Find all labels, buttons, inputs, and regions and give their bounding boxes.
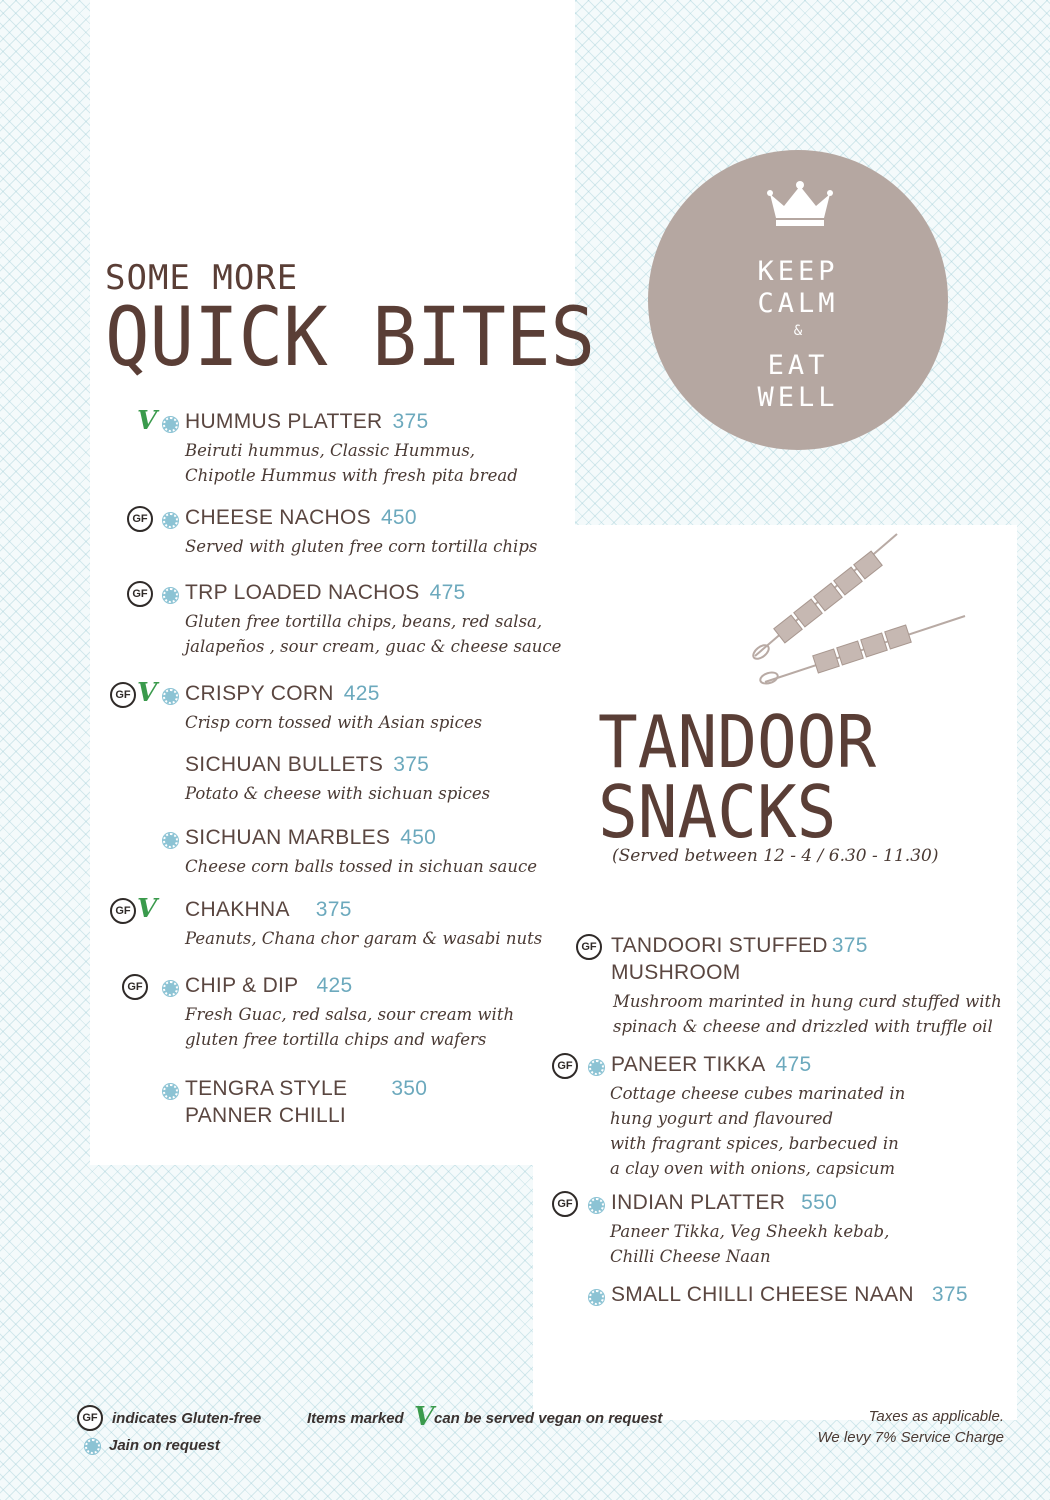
menu-item-name: CRISPY CORN <box>185 682 334 705</box>
menu-item-price: 450 <box>380 506 417 529</box>
menu-item-price: 475 <box>429 581 466 604</box>
gluten-free-icon: GF <box>122 974 148 1000</box>
menu-item-name: CHEESE NACHOS <box>185 506 371 529</box>
menu-item-description: Chipotle Hummus with fresh pita bread <box>185 466 518 485</box>
menu-item-name-line <box>185 682 380 706</box>
menu-item-description: Cheese corn balls tossed in sichuan sauce <box>185 857 537 876</box>
menu-item-description: Chilli Cheese Naan <box>610 1247 771 1266</box>
tandoor-heading-line-1: TANDOOR <box>598 700 877 785</box>
menu-item-name: HUMMUS PLATTER <box>185 410 383 433</box>
jain-icon <box>163 513 178 528</box>
menu-item-name: INDIAN PLATTER <box>611 1191 786 1214</box>
menu-item-description: Paneer Tikka, Veg Sheekh kebab, <box>610 1222 890 1241</box>
menu-item-description: Cottage cheese cubes marinated in <box>610 1084 906 1103</box>
menu-item-name-line <box>611 934 868 958</box>
vegan-icon: V <box>137 678 158 708</box>
jain-icon <box>589 1060 604 1075</box>
menu-item-description: Beiruti hummus, Classic Hummus, <box>185 441 476 460</box>
menu-item-name: SMALL CHILLI CHEESE NAAN <box>611 1283 914 1306</box>
quick-bites-heading: QUICK BITES <box>105 290 596 385</box>
menu-item-description: gluten free tortilla chips and wafers <box>185 1030 487 1049</box>
tandoor-serving-hours: (Served between 12 - 4 / 6.30 - 11.30) <box>612 846 939 866</box>
gluten-free-icon: GF <box>110 898 136 924</box>
menu-item-price: 550 <box>801 1191 838 1214</box>
badge-line-4: EAT <box>767 350 829 381</box>
menu-item-description: with fragrant spices, barbecued in <box>610 1134 899 1153</box>
menu-item-price: 350 <box>391 1077 428 1100</box>
gluten-free-icon: GF <box>110 682 136 708</box>
menu-item-description: Potato & cheese with sichuan spices <box>185 784 491 803</box>
menu-item-description: Crisp corn tossed with Asian spices <box>185 713 483 732</box>
taxes-note: Taxes as applicable. <box>868 1408 1004 1425</box>
quick-bites-subheading: SOME MORE <box>105 258 299 298</box>
jain-icon <box>163 833 178 848</box>
menu-item-name: SICHUAN BULLETS <box>185 753 384 776</box>
badge-line-3: & <box>793 323 803 339</box>
vegan-icon: V <box>414 1402 435 1432</box>
legend-vegan-suffix: can be served vegan on request <box>434 1410 663 1427</box>
menu-item-name-cont: PANNER CHILLI <box>185 1104 347 1127</box>
jain-icon <box>589 1198 604 1213</box>
menu-item-description: Fresh Guac, red salsa, sour cream with <box>185 1005 515 1024</box>
menu-item-price: 475 <box>775 1053 812 1076</box>
menu-item-name-line <box>185 974 352 998</box>
badge-line-1: KEEP <box>757 256 839 287</box>
menu-item-name-line <box>185 581 466 605</box>
menu-item-description: Peanuts, Chana chor garam & wasabi nuts <box>185 929 543 948</box>
menu-item-name-line <box>185 898 352 922</box>
menu-item-price: 425 <box>343 682 380 705</box>
menu-item-price: 425 <box>316 974 353 997</box>
legend-gluten-free: indicates Gluten-free <box>112 1410 262 1427</box>
menu-item-name: PANEER TIKKA <box>611 1053 766 1076</box>
menu-item-name: TENGRA STYLE <box>185 1077 348 1100</box>
jain-icon <box>163 689 178 704</box>
jain-icon <box>589 1290 604 1305</box>
gluten-free-icon: GF <box>552 1191 578 1217</box>
gluten-free-icon: GF <box>77 1405 103 1431</box>
legend-jain: Jain on request <box>109 1437 220 1454</box>
jain-icon <box>163 588 178 603</box>
menu-item-name-line <box>611 1191 837 1215</box>
gluten-free-icon: GF <box>127 581 153 607</box>
menu-item-name: TRP LOADED NACHOS <box>185 581 420 604</box>
menu-item-name: SICHUAN MARBLES <box>185 826 391 849</box>
menu-item-description: Gluten free tortilla chips, beans, red salsa, <box>185 612 543 631</box>
menu-item-name-line <box>611 1053 812 1077</box>
crown-icon <box>766 180 834 228</box>
menu-item-name-cont: MUSHROOM <box>611 961 741 984</box>
jain-icon <box>163 981 178 996</box>
menu-item-description: hung yogurt and flavoured <box>610 1109 834 1128</box>
vegan-icon: V <box>137 894 158 924</box>
menu-item-price: 375 <box>392 410 429 433</box>
menu-item-name-line <box>185 506 417 530</box>
skewer-icon <box>735 528 975 698</box>
menu-item-description: a clay oven with onions, capsicum <box>610 1159 896 1178</box>
gluten-free-icon: GF <box>552 1053 578 1079</box>
menu-item-description: Served with gluten free corn tortilla chips <box>185 537 538 556</box>
gluten-free-icon: GF <box>576 934 602 960</box>
badge-line-2: CALM <box>757 288 839 319</box>
menu-item-name-line <box>185 826 436 850</box>
menu-item-name-line <box>185 1077 427 1101</box>
menu-item-name: TANDOORI STUFFED <box>611 934 828 957</box>
jain-icon <box>163 417 178 432</box>
menu-item-description: jalapeños , sour cream, guac & cheese sauce <box>185 637 562 656</box>
menu-item-name-line <box>185 753 429 777</box>
menu-item-name: CHIP & DIP <box>185 974 299 997</box>
tandoor-heading-line-2: SNACKS <box>598 770 837 855</box>
legend-vegan-prefix: Items marked <box>307 1410 404 1427</box>
jain-icon <box>163 1084 178 1099</box>
menu-item-price: 450 <box>400 826 437 849</box>
menu-item-name: CHAKHNA <box>185 898 290 921</box>
vegan-icon: V <box>137 406 158 436</box>
jain-icon <box>85 1439 100 1454</box>
menu-item-description: spinach & cheese and drizzled with truffle oil <box>613 1017 993 1036</box>
menu-item-name-line <box>185 410 428 434</box>
menu-item-price: 375 <box>931 1283 968 1306</box>
gluten-free-icon: GF <box>127 506 153 532</box>
badge-line-5: WELL <box>757 382 839 413</box>
menu-item-price: 375 <box>315 898 352 921</box>
menu-item-price: 375 <box>831 934 868 957</box>
menu-item-price: 375 <box>393 753 430 776</box>
menu-item-description: Mushroom marinted in hung curd stuffed with <box>613 992 1002 1011</box>
service-charge-note: We levy 7% Service Charge <box>817 1429 1004 1446</box>
menu-item-name-line <box>611 1283 968 1307</box>
